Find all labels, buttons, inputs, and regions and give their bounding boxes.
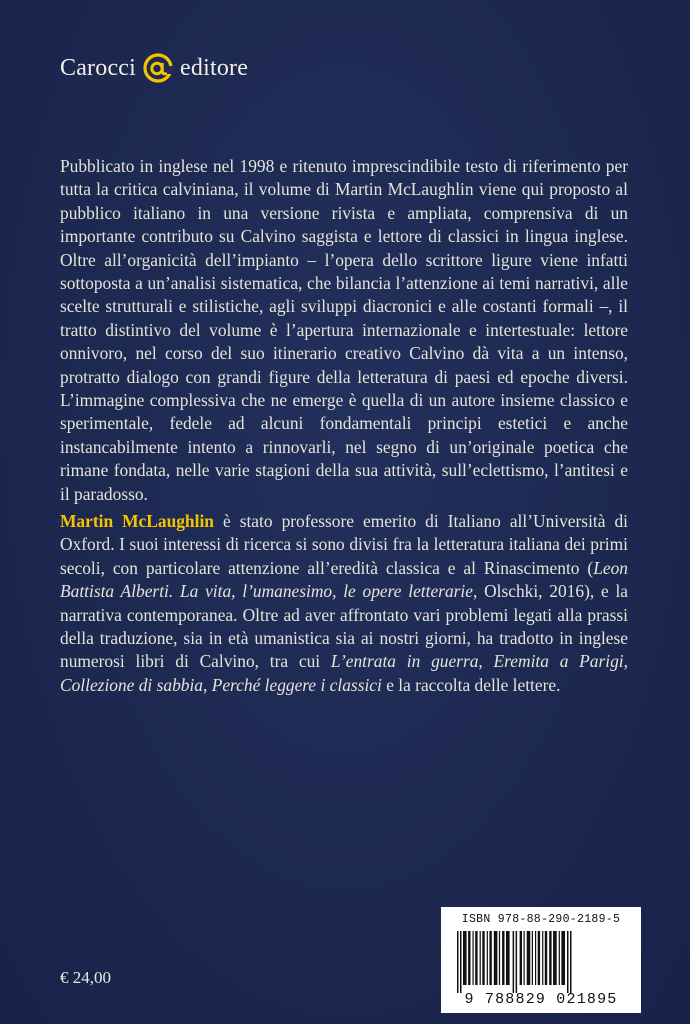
barcode-bar (549, 931, 551, 985)
barcode-bar (463, 931, 467, 985)
bio-separator: , (478, 651, 494, 672)
barcode-bar (506, 931, 510, 985)
barcode-bar (513, 931, 515, 993)
at-sign-icon (142, 52, 174, 84)
barcode-bar (499, 931, 500, 985)
barcode-bar (494, 931, 498, 985)
barcode-bar (524, 931, 525, 985)
barcode-bar (535, 931, 536, 985)
bio-translation-3: Collezione di sabbia (60, 674, 203, 695)
barcode-bar (561, 931, 565, 985)
author-name: Martin McLaughlin (60, 511, 214, 531)
bio-translation-1: L’entrata in guerra (330, 651, 479, 672)
barcode-bar (532, 931, 533, 985)
barcode-bar (502, 931, 504, 985)
publisher-logo (60, 52, 248, 84)
book-description: Pubblicato in inglese nel 1998 e ritenuto imprescindibile testo di riferimento per tutta la critica calviniana, il volume di Martin McLaughlin viene qui proposto al pubblico italiano in una versione rivista e ampliata, comprensiva di un importante contributo su Calvino saggista e lettore di classici in lingua inglese. Oltre all’organicità dell’impianto – l’opera dello scrittore ligure viene infatti sottoposta a un’analisi sistematica, che bilancia l’attenzione ai temi narrativi, alle scelte strutturali e stilistiche, agli sviluppi diacronici e alle costanti formali –, il tratto distintivo del volume è l’apertura internazionale e intertestuale: lettore onnivoro, nel corso del suo itinerario creativo Calvino dà vita a un intenso, protratto dialogo con grandi figure della letteratura di paesi ed epoche diversi. L’immagine complessiva che ne emerge è quella di un autore insieme classico e sperimentale, fedele ad alcuni fondamentali principi estetici e anche instancabilmente intento a rinnovarli, nel segno di un’originale poetica che rimane fondata, nelle varie stagioni della sua attività, sull’eclettismo, l’antitesi e il paradosso. (60, 156, 628, 504)
barcode-icon (449, 931, 633, 993)
barcode-bar (520, 931, 522, 985)
publisher-name-right: editore (180, 54, 249, 81)
barcode-bar (473, 931, 474, 985)
bio-separator: , (203, 674, 212, 695)
bio-text-1: è stato professore emerito di Italiano all’Università di Oxford. I suoi interessi di ricerca si sono divisi fra la letteratura italiana dei primi secoli, con particolare attenzione all’eredità classica e al Rinascimento ( (60, 511, 628, 578)
barcode-bar (482, 931, 484, 985)
barcode-bar (460, 931, 462, 993)
bio-book-title: Leon Battista Alberti. La vita, l’umanesimo, le opere letterarie (60, 557, 628, 602)
barcode-bar (487, 931, 488, 985)
bio-text-3: e la raccolta delle lettere. (381, 674, 561, 695)
barcode-bar (567, 931, 569, 993)
barcode-number: 9 788829 021895 (464, 991, 618, 1008)
barcode-bar (545, 931, 547, 985)
barcode-bar (570, 931, 572, 993)
isbn-barcode-box (441, 907, 641, 1013)
bio-text-2: , Olschki, 2016), e la narrativa contemporanea. Oltre ad aver affrontato vari problemi legati alla prassi della traduzione, sia in età umanistica sia ai nostri giorni, ha tradotto in inglese numerosi libri di Calvino, tra cui (60, 581, 628, 672)
barcode-bar (559, 931, 560, 985)
publisher-name-left: Carocci (60, 54, 137, 81)
barcode-bar (527, 931, 531, 985)
barcode-bar (516, 931, 518, 993)
barcode-bar (480, 931, 481, 985)
bio-translation-4: Perché leggere i classici (211, 674, 382, 695)
barcode-bar (457, 931, 459, 993)
isbn-label: ISBN 978-88-290-2189-5 (461, 913, 621, 926)
author-bio (60, 510, 628, 697)
barcode-bar (468, 931, 470, 985)
barcode-bar (542, 931, 543, 985)
barcode-bar (475, 931, 477, 985)
barcode-bar (489, 931, 491, 985)
bio-separator: , (623, 651, 628, 672)
price-label: € 24,00 (60, 968, 111, 987)
barcode-bar (538, 931, 540, 985)
bio-translation-2: Eremita a Parigi (493, 651, 624, 672)
barcode-bar (553, 931, 557, 985)
